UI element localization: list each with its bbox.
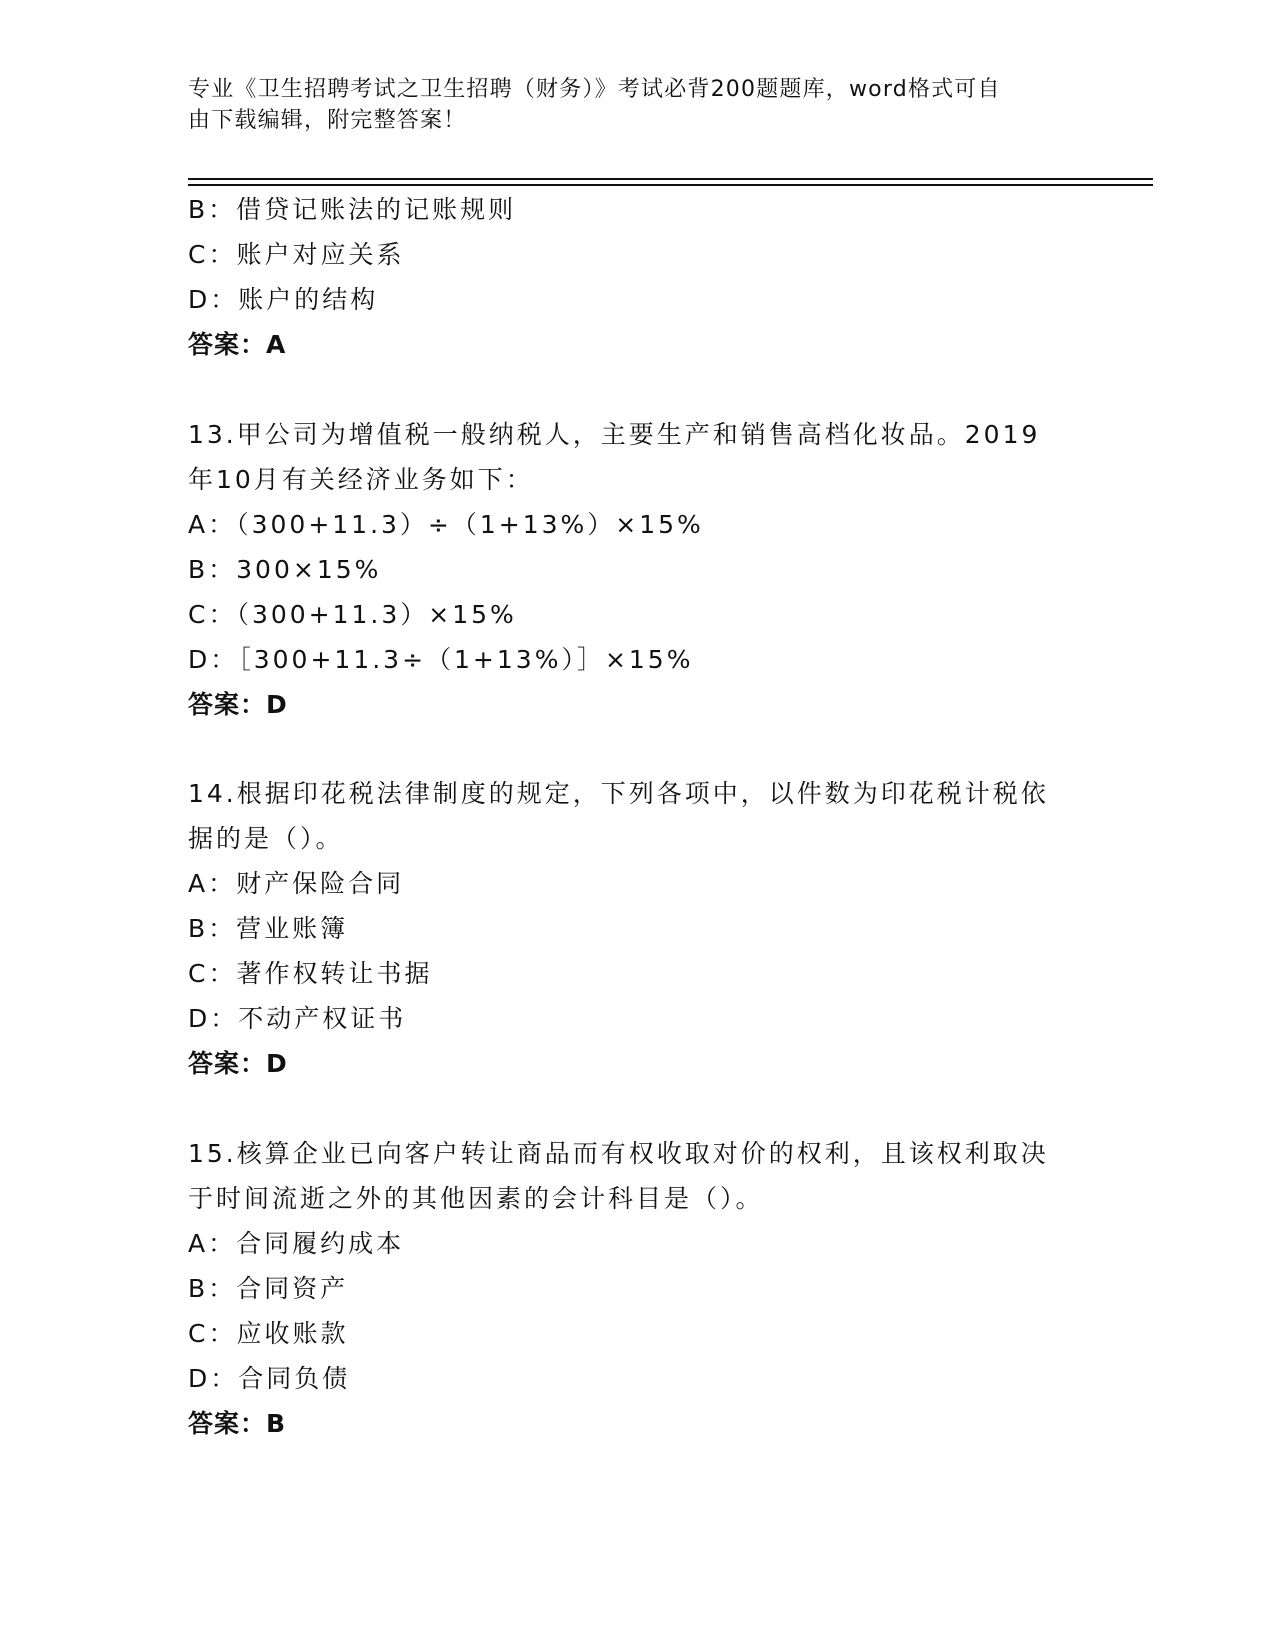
header-line-2: 由下载编辑，附完整答案！ bbox=[188, 108, 467, 133]
answer-line: 答案：B bbox=[188, 1409, 287, 1438]
question-stem-line-1: 14.根据印花税法律制度的规定，下列各项中，以件数为印花税计税依 bbox=[188, 779, 1049, 808]
question-stem-line-1: 15.核算企业已向客户转让商品而有权收取对价的权利，且该权利取决 bbox=[188, 1139, 1049, 1168]
option-c: C：著作权转让书据 bbox=[188, 959, 433, 988]
header-line-1: 专业《卫生招聘考试之卫生招聘（财务）》考试必背200题题库，word格式可自 bbox=[188, 77, 1001, 102]
option-b: B：300×15% bbox=[188, 555, 382, 584]
answer-line: 答案：A bbox=[188, 330, 287, 359]
header-divider-top bbox=[188, 178, 1153, 180]
option-c: C：账户对应关系 bbox=[188, 240, 405, 269]
option-b: B：借贷记账法的记账规则 bbox=[188, 195, 517, 224]
question-stem-line-1: 13.甲公司为增值税一般纳税人，主要生产和销售高档化妆品。2019 bbox=[188, 420, 1041, 449]
question-stem-line-2: 于时间流逝之外的其他因素的会计科目是（）。 bbox=[188, 1184, 764, 1213]
option-c: C：（300+11.3）×15% bbox=[188, 600, 517, 629]
question-stem-line-2: 据的是（）。 bbox=[188, 824, 344, 853]
option-b: B：营业账簿 bbox=[188, 914, 349, 943]
option-c: C：应收账款 bbox=[188, 1319, 349, 1348]
answer-line: 答案：D bbox=[188, 690, 288, 719]
header-divider-bottom bbox=[188, 184, 1153, 186]
option-d: D：合同负债 bbox=[188, 1364, 351, 1393]
option-a: A：财产保险合同 bbox=[188, 869, 405, 898]
document-header bbox=[188, 74, 1088, 136]
option-a: A：（300+11.3）÷（1+13%）×15% bbox=[188, 510, 704, 539]
option-d: D：不动产权证书 bbox=[188, 1004, 407, 1033]
option-a: A：合同履约成本 bbox=[188, 1229, 405, 1258]
answer-line: 答案：D bbox=[188, 1049, 288, 1078]
option-b: B：合同资产 bbox=[188, 1274, 349, 1303]
option-d: D：账户的结构 bbox=[188, 285, 379, 314]
question-stem-line-2: 年10月有关经济业务如下： bbox=[188, 465, 534, 494]
option-d: D：［300+11.3÷（1+13%）］×15% bbox=[188, 645, 694, 674]
